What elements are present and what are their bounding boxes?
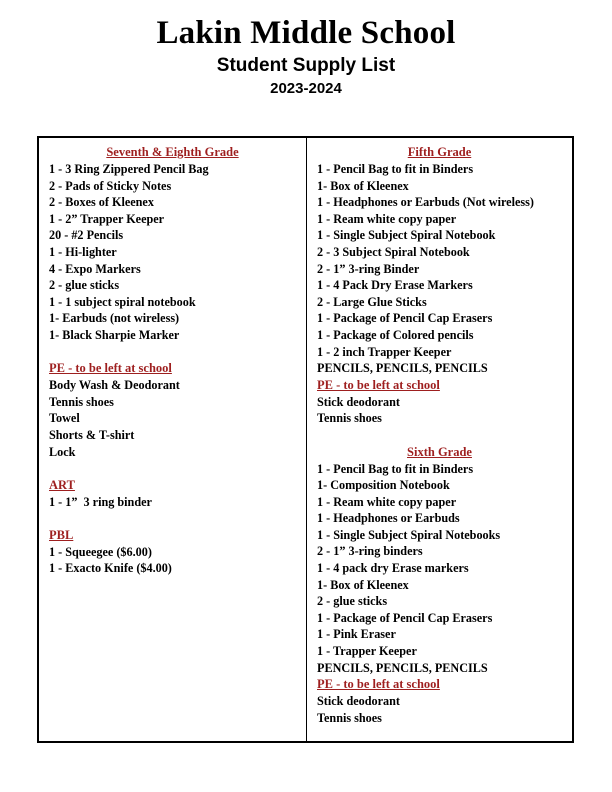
supply-item: Towel: [49, 411, 80, 426]
supply-item: 2 - 1” 3-ring binders: [317, 544, 423, 559]
document-subtitle: Student Supply List: [216, 55, 396, 76]
supply-item: 1 - Single Subject Spiral Notebooks: [317, 527, 501, 542]
supply-item: 1 - Pink Eraser: [317, 627, 396, 642]
section-heading: PBL: [49, 527, 74, 542]
supply-item: 1 - Headphones or Earbuds: [317, 511, 460, 526]
supply-item: 1 - 4 Pack Dry Erase Markers: [317, 278, 473, 293]
supply-section: [45, 144, 300, 344]
supply-item: Tennis shoes: [49, 394, 114, 409]
supply-item: 1 - Headphones or Earbuds (Not wireless): [317, 195, 534, 210]
section-heading: Seventh & Eighth Grade: [106, 145, 239, 159]
supply-item: PENCILS, PENCILS, PENCILS: [317, 660, 488, 675]
section-heading: PE - to be left at school: [317, 677, 440, 692]
section-heading: Sixth Grade: [407, 444, 472, 459]
supply-section: [313, 144, 566, 377]
page-header: [0, 0, 612, 98]
supply-item: 1 - 3 Ring Zippered Pencil Bag: [49, 162, 209, 176]
section-heading: PE - to be left at school: [49, 361, 172, 376]
supply-item: Tennis shoes: [317, 710, 382, 725]
supply-item: 1 - Package of Pencil Cap Erasers: [317, 311, 493, 326]
supply-item: 2 - glue sticks: [49, 278, 120, 293]
section-spacer: [45, 344, 300, 361]
supply-item: 2 - 3 Subject Spiral Notebook: [317, 244, 470, 259]
supply-item: 1- Box of Kleenex: [317, 577, 409, 592]
supply-item: 2 - Pads of Sticky Notes: [49, 178, 172, 193]
supply-item: 1 - Trapper Keeper: [317, 644, 417, 659]
supply-item: 1 - Squeegee ($6.00): [49, 544, 152, 559]
supply-item: Stick deodorant: [317, 394, 400, 409]
supply-item: Body Wash & Deodorant: [49, 378, 180, 393]
supply-item: 1 - Pencil Bag to fit in Binders: [317, 162, 474, 176]
supply-item: 1 - Exacto Knife ($4.00): [49, 561, 172, 576]
supply-item: 1 - 2 inch Trapper Keeper: [317, 344, 452, 359]
supply-item: Lock: [49, 444, 76, 459]
supply-item: 1 - 2” Trapper Keeper: [49, 211, 165, 226]
right-column: [307, 138, 572, 741]
supply-item: 2 - Boxes of Kleenex: [49, 195, 154, 210]
supply-item: 1- Composition Notebook: [317, 478, 450, 493]
supply-item: 2 - glue sticks: [317, 594, 388, 609]
supply-item: 1 - 4 pack dry Erase markers: [317, 561, 469, 576]
supply-item: Tennis shoes: [317, 411, 382, 426]
supply-section: [45, 360, 300, 460]
supply-item: 2 - Large Glue Sticks: [317, 294, 427, 309]
supply-item: 1 - 1” 3 ring binder: [49, 494, 152, 509]
section-heading: PE - to be left at school: [317, 377, 440, 392]
section-heading: Fifth Grade: [407, 145, 472, 159]
supply-item: 1 - Hi-lighter: [49, 244, 117, 259]
school-year: 2023-2024: [270, 80, 342, 97]
supply-list-table: [37, 136, 574, 743]
section-heading: ART: [49, 477, 75, 492]
supply-item: Stick deodorant: [317, 694, 400, 709]
supply-section: [313, 377, 566, 427]
supply-item: 1 - Pencil Bag to fit in Binders: [317, 461, 474, 476]
supply-item: 4 - Expo Markers: [49, 261, 141, 276]
section-spacer: [45, 460, 300, 477]
supply-item: 1 - Package of Colored pencils: [317, 327, 474, 342]
supply-section: [313, 676, 566, 726]
school-name-title: Lakin Middle School: [156, 15, 456, 51]
supply-section: [45, 477, 300, 511]
supply-item: 1 - Package of Pencil Cap Erasers: [317, 610, 493, 625]
supply-item: 1- Black Sharpie Marker: [49, 327, 180, 342]
supply-item: 1 - Ream white copy paper: [317, 211, 457, 226]
section-spacer: [313, 427, 566, 444]
supply-item: 1 - Single Subject Spiral Notebook: [317, 228, 496, 243]
supply-item: Shorts & T-shirt: [49, 427, 135, 442]
supply-item: 1 - 1 subject spiral notebook: [49, 294, 196, 309]
supply-section: [45, 527, 300, 577]
supply-item: 20 - #2 Pencils: [49, 228, 124, 243]
supply-section: [313, 444, 566, 677]
supply-item: 1 - Ream white copy paper: [317, 494, 457, 509]
supply-item: PENCILS, PENCILS, PENCILS: [317, 361, 488, 376]
section-spacer: [45, 510, 300, 527]
supply-item: 2 - 1” 3-ring Binder: [317, 261, 420, 276]
left-column: [39, 138, 307, 741]
supply-item: 1- Box of Kleenex: [317, 178, 409, 193]
supply-item: 1- Earbuds (not wireless): [49, 311, 180, 326]
